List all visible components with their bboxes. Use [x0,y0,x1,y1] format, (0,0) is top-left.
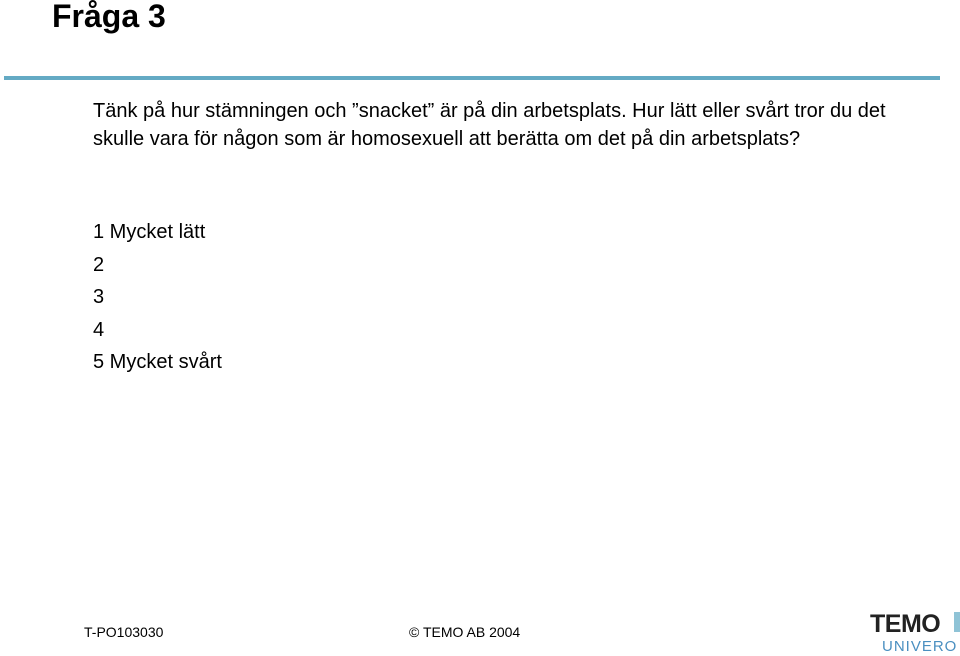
temo-logo [870,610,960,656]
answer-options [93,218,222,381]
logo-mark-icon [954,612,960,632]
slide-title: Fråga 3 [52,0,166,34]
option-3: 3 [93,286,105,308]
option-4: 4 [93,318,105,341]
footer-code: T-PO103030 [84,624,164,640]
option-5: 5 Mycket svårt [93,351,222,373]
divider [4,76,940,80]
logo-name: TEMO [870,610,941,638]
footer-copyright: © TEMO AB 2004 [409,624,521,640]
option-1: 1 Mycket lätt [93,221,206,243]
logo-sub: UNIVERO [882,638,958,655]
question-text: Tänk på hur stämningen och ”snacket” är på din arbetsplats. Hur lätt eller svårt tror du det skulle vara för någon som är homosexuell att berätta om det på din arbetsplats? [93,100,886,150]
option-2: 2 [93,253,105,276]
